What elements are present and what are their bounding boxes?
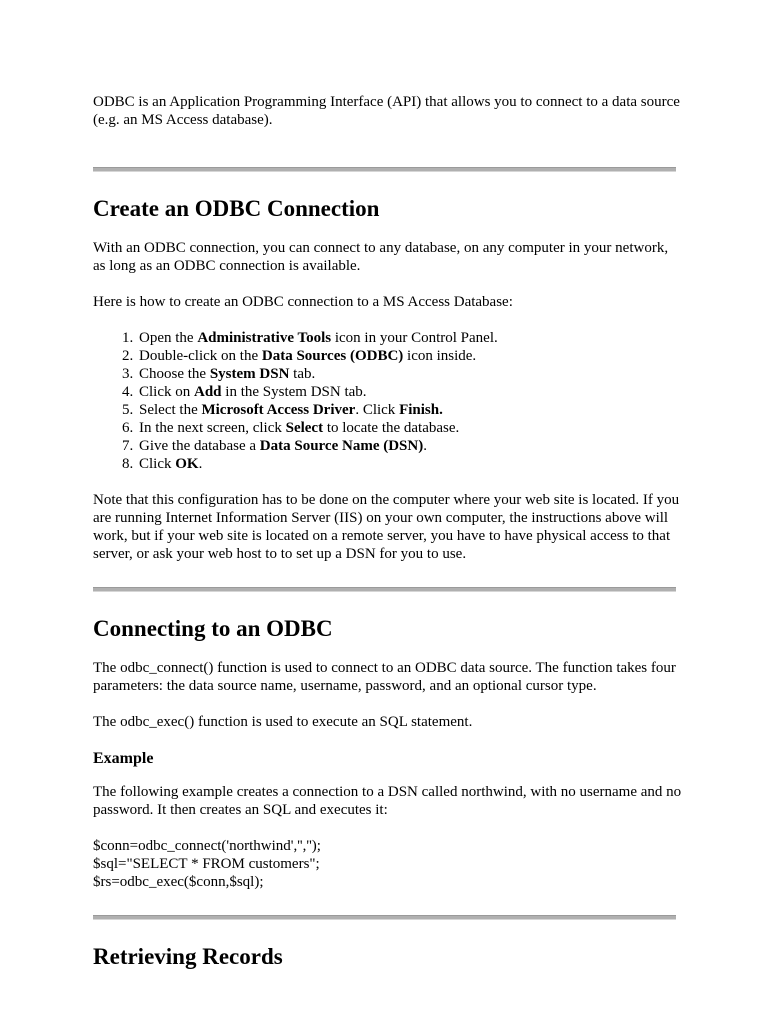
odbc-connect-paragraph: The odbc_connect() function is used to connect to an ODBC data source. The function takes four parameters: the data source name, username, password, and an optional cursor type.: [93, 660, 676, 694]
section-heading-connecting: Connecting to an ODBC: [93, 616, 333, 641]
code-line: $sql="SELECT * FROM customers";: [93, 856, 320, 872]
section-divider: [93, 167, 676, 172]
step-item: 1. Open the Administrative Tools icon in your Control Panel.: [137, 329, 683, 347]
step-item: 3. Choose the System DSN tab.: [137, 365, 683, 383]
example-description: The following example creates a connection to a DSN called northwind, with no username and no password. It then creates an SQL and executes it:: [93, 784, 682, 818]
code-example: [93, 837, 683, 891]
step-item: 6. In the next screen, click Select to locate the database.: [137, 419, 683, 437]
section-heading-create-connection: Create an ODBC Connection: [93, 196, 380, 221]
create-connection-paragraph: With an ODBC connection, you can connect to any database, on any computer in your network, as long as an ODBC connection is available.: [93, 240, 669, 274]
document-content: [93, 93, 683, 987]
step-item: 5. Select the Microsoft Access Driver. Click Finish.: [137, 401, 683, 419]
intro-paragraph: ODBC is an Application Programming Interface (API) that allows you to connect to a data source (e.g. an MS Access database).: [93, 94, 680, 128]
step-item: 7. Give the database a Data Source Name (DSN).: [137, 437, 683, 455]
create-connection-howto: Here is how to create an ODBC connection to a MS Access Database:: [93, 294, 513, 310]
step-item: 4. Click on Add in the System DSN tab.: [137, 383, 683, 401]
code-line: $conn=odbc_connect('northwind','','');: [93, 838, 321, 854]
configuration-note: Note that this configuration has to be done on the computer where your web site is located. If you are running Internet Information Server (IIS) on your own computer, the instructions above will work, but if your web site is located on a remote server, you have to have physical access to that server, or ask your web host to to set up a DSN for you to use.: [93, 492, 680, 562]
step-item: 2. Double-click on the Data Sources (ODBC) icon inside.: [137, 347, 683, 365]
setup-steps-list: [93, 329, 683, 473]
code-line: $rs=odbc_exec($conn,$sql);: [93, 874, 264, 890]
odbc-exec-paragraph: The odbc_exec() function is used to execute an SQL statement.: [93, 714, 473, 730]
section-heading-retrieving-records: Retrieving Records: [93, 944, 283, 969]
section-divider: [93, 587, 676, 592]
section-divider: [93, 915, 676, 920]
step-item: 8. Click OK.: [137, 455, 683, 473]
example-heading: Example: [93, 750, 154, 767]
